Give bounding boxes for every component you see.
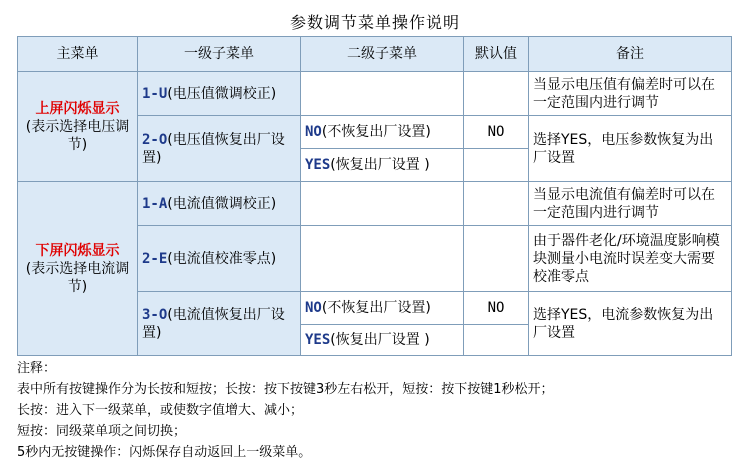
note-line: 5秒内无按键操作：闪烁保存自动返回上一级菜单。 [17,445,312,460]
table-row [18,182,732,226]
menu-desc: (电流值恢复出厂设置) [142,306,285,341]
note-cell: 当显示电流值有偏差时可以在一定范围内进行调节 [529,182,732,226]
page-title: 参数调节菜单操作说明 [289,13,460,32]
default-value [464,149,529,182]
table-row [18,72,732,116]
level2-item [301,72,464,116]
option-code: YES [305,332,331,348]
level1-item [138,182,301,226]
default-value [464,182,529,226]
level1-item [138,292,301,356]
option-desc: (不恢复出厂设置) [321,300,431,316]
option-desc: (恢复出厂设置 ) [330,157,430,173]
header-main-menu: 主菜单 [18,37,138,72]
note-cell: 由于器件老化/环境温度影响模块测量小电流时误差变大需要校准零点 [529,226,732,292]
table-header-row [18,37,732,72]
note-cell: 当显示电压值有偏差时可以在一定范围内进行调节 [529,72,732,116]
option-code: NO [305,300,322,316]
level2-item [301,292,464,325]
notes-heading: 注释： [17,361,57,376]
note-cell: 选择YES，电压参数恢复为出厂设置 [529,116,732,182]
note-cell: 选择YES，电流参数恢复为出厂设置 [529,292,732,356]
header-level1-menu: 一级子菜单 [138,37,301,72]
menu-code: 1-U [142,85,168,102]
level2-item [301,226,464,292]
default-value [464,226,529,292]
menu-code: 2-E [142,250,168,267]
level2-item [301,149,464,182]
level1-item [138,116,301,182]
main-menu-desc: (表示选择电流调节) [25,260,130,295]
default-value [464,72,529,116]
header-level2-menu: 二级子菜单 [301,37,464,72]
header-notes: 备注 [529,37,732,72]
main-menu-voltage [18,72,138,182]
default-value: NO [464,292,529,325]
menu-code: 2-O [142,131,168,148]
menu-code: 1-A [142,195,168,212]
header-default-value: 默认值 [464,37,529,72]
main-menu-desc: (表示选择电压调节) [25,118,130,153]
notes-section [17,358,737,463]
parameter-menu-table [17,36,732,356]
menu-desc: (电流值校准零点) [167,250,277,267]
menu-desc: (电压值微调校正) [167,85,277,102]
note-line: 表中所有按键操作分为长按和短按；长按：按下按键3秒左右松开，短按：按下按键1秒松开； [17,382,554,397]
default-value [464,325,529,356]
note-line: 短按：同级菜单项之间切换； [17,424,187,439]
default-value: NO [464,116,529,149]
menu-desc: (电流值微调校正) [167,195,277,212]
option-code: YES [305,157,331,173]
menu-desc: (电压值恢复出厂设置) [142,131,285,166]
menu-code: 3-O [142,306,168,323]
main-menu-title: 上屏闪烁显示 [35,100,120,117]
level2-item [301,182,464,226]
level2-item [301,116,464,149]
note-line: 长按：进入下一级菜单，或使数字值增大、减小； [17,403,304,418]
option-desc: (恢复出厂设置 ) [330,332,430,348]
option-desc: (不恢复出厂设置) [321,124,431,140]
main-menu-title: 下屏闪烁显示 [35,242,120,259]
level1-item [138,226,301,292]
level1-item [138,72,301,116]
option-code: NO [305,124,322,140]
level2-item [301,325,464,356]
main-menu-current [18,182,138,356]
